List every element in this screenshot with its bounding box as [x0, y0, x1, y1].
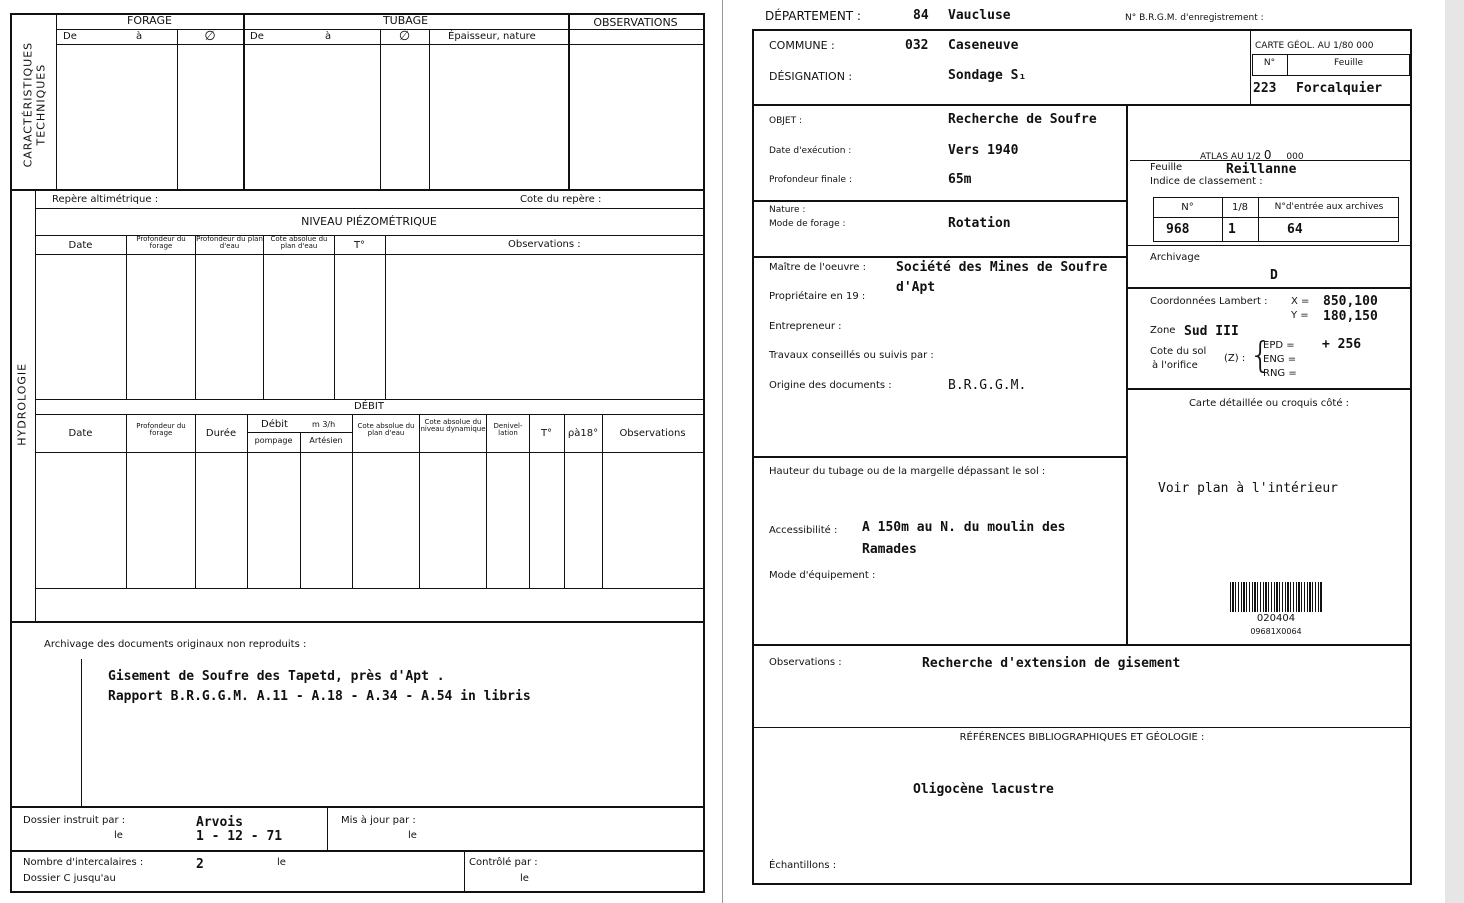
- tubage-a-label: à: [325, 31, 332, 42]
- carte-detaillee-value: Voir plan à l'intérieur: [1158, 481, 1339, 496]
- origine-documents-label: Origine des documents :: [769, 380, 892, 391]
- indice-1-8-value: 1: [1228, 222, 1236, 237]
- tubage-de-label: De: [250, 31, 264, 42]
- maitre-oeuvre-label: Maître de l'oeuvre :: [769, 262, 867, 273]
- niveau-observations-header: Observations :: [508, 239, 581, 250]
- coord-y-label: Y =: [1291, 310, 1309, 321]
- carte-feuille-header: Feuille: [1334, 58, 1363, 68]
- forage-diameter-icon: ∅: [204, 29, 216, 44]
- dossier-instruit-date: 1 - 12 - 71: [196, 829, 283, 844]
- atlas-feuille-value: Reillanne: [1226, 162, 1297, 177]
- commune-name: Caseneuve: [948, 38, 1019, 53]
- origine-documents-value: B.R.G.G.M.: [948, 378, 1027, 393]
- archivage-value: D: [1270, 268, 1278, 283]
- debit-date-header: Date: [68, 428, 93, 439]
- denivellation-header: Denivel- lation: [493, 422, 523, 438]
- dossier-instruit-label: Dossier instruit par :: [23, 815, 126, 826]
- coordonnees-label: Coordonnées Lambert :: [1150, 296, 1268, 307]
- profondeur-finale-value: 65m: [948, 172, 972, 187]
- travaux-label: Travaux conseillés ou suivis par :: [769, 350, 934, 361]
- debit-cote-plan-header: Cote absolue du plan d'eau: [357, 422, 415, 438]
- debit-duree-header: Durée: [205, 428, 237, 439]
- nature-label: Nature :: [769, 205, 806, 215]
- eng-label: ENG =: [1263, 354, 1297, 365]
- niveau-piezometrique-header: NIVEAU PIÉZOMÉTRIQUE: [301, 215, 437, 228]
- cote-z-label: (Z) :: [1224, 353, 1246, 364]
- artesien-header: Artésien: [309, 436, 343, 445]
- observations-value: Recherche d'extension de gisement: [922, 656, 1181, 671]
- proprietaire-label: Propriétaire en 19 :: [769, 291, 866, 302]
- epd-label: EPD =: [1263, 340, 1295, 351]
- forage-de-label: De: [63, 31, 77, 42]
- technical-side-label: CARACTÉRISTIQUES TECHNIQUES: [21, 41, 47, 168]
- accessibilite-label: Accessibilité :: [769, 525, 838, 536]
- archive-label: Archivage des documents originaux non reproduits :: [44, 639, 307, 650]
- objet-value: Recherche de Soufre: [948, 112, 1097, 127]
- carte-detaillee-label: Carte détaillée ou croquis côté :: [1188, 398, 1350, 409]
- debit-observations-header: Observations: [619, 428, 686, 439]
- date-execution-value: Vers 1940: [948, 143, 1019, 158]
- barcode-number: 020404: [1256, 613, 1296, 624]
- carte-feuille-value: Forcalquier: [1296, 81, 1383, 96]
- accessibilite-value-1: A 150m au N. du moulin des: [862, 520, 1066, 535]
- archive-line-1: Gisement de Soufre des Tapetd, près d'Apt .: [108, 669, 445, 684]
- debit-unit-header: m 3/h: [312, 420, 336, 429]
- designation-label: DÉSIGNATION :: [769, 70, 853, 83]
- commune-code: 032: [905, 38, 929, 53]
- carte-no-header: N°: [1263, 58, 1276, 68]
- atlas-title: ATLAS AU 1/2 0 000: [1200, 148, 1304, 162]
- dossier-c-label: Dossier C jusqu'au: [23, 873, 116, 884]
- coord-y-value: 180,150: [1323, 309, 1378, 324]
- rng-label: RNG =: [1263, 368, 1297, 379]
- indice-no-value: 968: [1166, 222, 1190, 237]
- commune-label: COMMUNE :: [769, 39, 835, 52]
- niveau-cote-plan-header: Cote absolue du plan d'eau: [270, 235, 328, 251]
- cote-sol-label: Cote du sol: [1150, 346, 1207, 357]
- carte-no-value: 223: [1253, 81, 1277, 96]
- debit-cote-niveau-header: Cote absolue du niveau dynamique: [420, 418, 486, 434]
- carte-geol-title: CARTE GÉOL. AU 1/80 000: [1255, 41, 1374, 51]
- right-margin-shadow: [1445, 0, 1464, 903]
- nombre-intercalaires-value: 2: [196, 857, 204, 872]
- maitre-oeuvre-value-1: Société des Mines de Soufre: [896, 260, 1108, 275]
- controle-le-label: le: [520, 873, 529, 884]
- indice-1-8-header: 1/8: [1231, 202, 1249, 213]
- zone-label: Zone: [1150, 325, 1176, 336]
- niveau-date-header: Date: [68, 240, 93, 251]
- coord-x-value: 850,100: [1323, 294, 1378, 309]
- hydrology-side-label: HYDROLOGIE: [15, 362, 29, 446]
- controle-label: Contrôlé par :: [469, 857, 538, 868]
- epaisseur-label: Épaisseur, nature: [448, 31, 536, 42]
- nombre-intercalaires-label: Nombre d'intercalaires :: [23, 857, 144, 868]
- debit-header: DÉBIT: [354, 401, 384, 412]
- repere-label: Repère altimétrique :: [52, 194, 159, 205]
- references-value: Oligocène lacustre: [913, 782, 1054, 797]
- dossier-instruit-name: Arvois: [196, 815, 243, 830]
- coord-x-label: X =: [1291, 296, 1310, 307]
- intercalaires-le-label: le: [277, 857, 286, 868]
- debit-prof-header: Profondeur du forage: [136, 422, 186, 438]
- departement-code: 84: [913, 8, 929, 23]
- entrepreneur-label: Entrepreneur :: [769, 321, 842, 332]
- cote-orifice-label: à l'orifice: [1152, 360, 1198, 371]
- archivage-label: Archivage: [1150, 252, 1200, 263]
- forage-a-label: à: [136, 31, 143, 42]
- niveau-prof-plan-header: Profondeur du plan d'eau: [196, 235, 263, 251]
- indice-entree-header: N°d'entrée aux archives: [1274, 202, 1384, 212]
- archive-line-2: Rapport B.R.G.G.M. A.11 - A.18 - A.34 - A.54 in libris: [108, 689, 531, 704]
- niveau-temp-header: T°: [353, 240, 366, 251]
- observations-label: Observations :: [769, 657, 842, 668]
- indice-no-header: N°: [1181, 202, 1194, 213]
- mode-forage-value: Rotation: [948, 216, 1011, 231]
- profondeur-finale-label: Profondeur finale :: [769, 175, 852, 185]
- departement-label: DÉPARTEMENT :: [765, 9, 861, 23]
- debit-value-header: Débit: [261, 419, 288, 430]
- technical-characteristics-section: [10, 13, 705, 191]
- forage-header: FORAGE: [127, 14, 172, 27]
- dossier-le-label: le: [114, 830, 123, 841]
- indice-entree-value: 64: [1287, 222, 1303, 237]
- tubage-diameter-icon: ∅: [398, 29, 411, 44]
- references-label: RÉFÉRENCES BIBLIOGRAPHIQUES ET GÉOLOGIE :: [959, 732, 1205, 743]
- maitre-oeuvre-value-2: d'Apt: [896, 280, 936, 295]
- resistivity-header: ρà18°: [567, 428, 599, 439]
- pompage-header: pompage: [254, 436, 293, 445]
- echantillons-label: Échantillons :: [769, 860, 837, 871]
- page-fold: [722, 0, 723, 903]
- designation-value: Sondage S₁: [948, 68, 1027, 83]
- zone-value: Sud III: [1184, 324, 1239, 339]
- barcode-icon: [1230, 582, 1322, 612]
- observations-header: OBSERVATIONS: [593, 16, 678, 29]
- cote-repere-label: Cote du repère :: [520, 194, 602, 205]
- cote-brace: {: [1249, 335, 1272, 376]
- departement-name: Vaucluse: [948, 8, 1011, 23]
- objet-label: OBJET :: [769, 116, 802, 126]
- hauteur-tubage-label: Hauteur du tubage ou de la margelle dépassant le sol :: [769, 466, 1046, 477]
- mode-forage-label: Mode de forage :: [769, 219, 846, 229]
- date-execution-label: Date d'exécution :: [769, 146, 852, 156]
- mis-a-jour-le-label: le: [408, 830, 417, 841]
- epd-value: + 256: [1322, 337, 1362, 352]
- mode-equipement-label: Mode d'équipement :: [769, 570, 876, 581]
- brgm-number-label: N° B.R.G.M. d'enregistrement :: [1125, 13, 1264, 23]
- mis-a-jour-label: Mis à jour par :: [341, 815, 416, 826]
- atlas-feuille-label: Feuille: [1150, 162, 1183, 173]
- debit-temp-header: T°: [540, 428, 553, 439]
- indice-classement-label: Indice de classement :: [1150, 176, 1263, 187]
- niveau-prof-forage-header: Profondeur du forage: [136, 235, 186, 251]
- tubage-header: TUBAGE: [382, 14, 429, 27]
- accessibilite-value-2: Ramades: [862, 542, 917, 557]
- barcode-code: 09681X0064: [1250, 627, 1302, 636]
